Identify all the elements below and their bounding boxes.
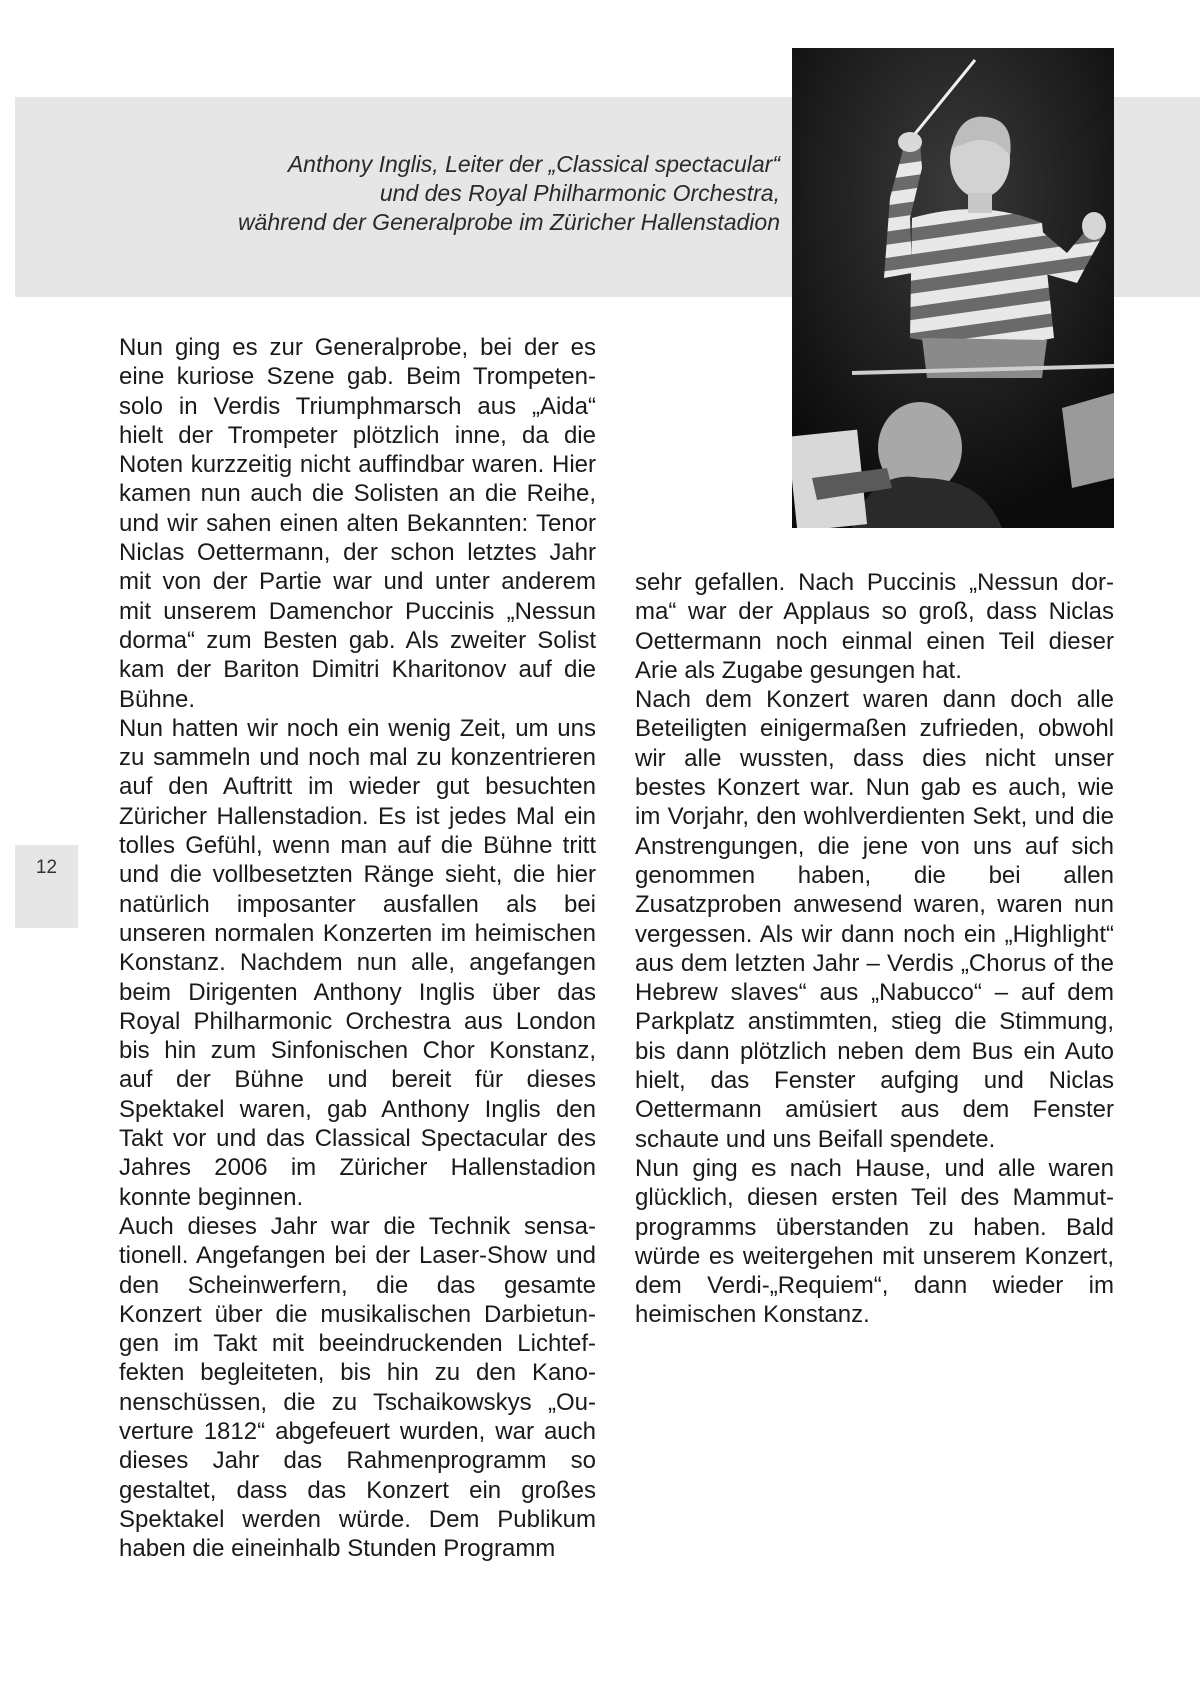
photo-caption — [120, 150, 780, 237]
page-number: 12 — [35, 857, 58, 878]
paragraph: Nun ging es zur Generalprobe, bei der es eine kuriose Szene gab. Beim Trompetensolo in Verdis Triumphmarsch aus „Aida“ hielt der Trompeter plötzlich inne, da die Noten kurzzeitig nicht auffindbar waren. Hier kamen nun auch die Solisten an die Reihe, und wir sahen einen alten Bekannten: Tenor Niclas Oettermann, der schon letztes Jahr mit von der Partie war und unter anderem mit unserem Damenchor Puccinis „Nessun dorma“ zum Besten gab. Als zweiter Solist kam der Bariton Dimitri Kharitonov auf die Bühne. — [119, 334, 596, 713]
paragraph: Nach dem Konzert waren dann doch alle Beteiligten einigermaßen zufrieden, obwohl wir alle wussten, dass dies nicht unser bestes Konzert war. Nun gab es auch, wie im Vorjahr, den wohlverdienten Sekt, und die Anstrengungen, die jene von uns auf sich genommen haben, die bei allen Zusatzproben anwesend waren, waren nun vergessen. Als wir dann noch ein „Highlight“ aus dem letzten Jahr – Verdis „Chorus of the Hebrew slaves“ aus „Nabucco“ – auf dem Parkplatz anstimmten, stieg die Stimmung, bis dann plötzlich neben dem Bus ein Auto hielt, das Fenster aufging und Niclas Oettermann amüsiert aus dem Fenster schaute und uns Beifall spendete. — [635, 686, 1114, 1153]
article-column-right — [635, 568, 1114, 1330]
article-column-left — [119, 333, 596, 1563]
conductor-photo — [792, 48, 1114, 528]
paragraph: Nun hatten wir noch ein wenig Zeit, um uns zu sammeln und noch mal zu konzentrieren auf den Auftritt im wieder gut besuchten Züricher Hallenstadion. Es ist jedes Mal ein tolles Gefühl, wenn man auf die Bühne tritt und die vollbesetzten Ränge sieht, die hier natürlich imposanter ausfallen als bei unseren normalen Konzerten im heimischen Konstanz. Nachdem nun alle, angefangen beim Dirigenten Anthony Inglis über das Royal Philharmonic Orchestra aus London bis hin zum Sinfonischen Chor Konstanz, auf der Bühne und bereit für dieses Spektakel waren, gab Anthony Inglis den Takt vor und das Classical Spectacular des Jahres 2006 im Züricher Hallenstadion konnte beginnen. — [119, 714, 596, 1211]
caption-line-2: und des Royal Philharmonic Orchestra, — [379, 180, 780, 206]
conductor-photo-icon — [792, 48, 1114, 528]
paragraph: Nun ging es nach Hause, und alle waren glücklich, diesen ersten Teil des Mammutprogramms überstanden zu haben. Bald würde es weitergehen mit unserem Konzert, dem Verdi-„Requiem“, dann wieder im heimischen Konstanz. — [635, 1154, 1114, 1329]
caption-line-3: während der Generalprobe im Züricher Hallenstadion — [237, 209, 780, 235]
caption-line-1: Anthony Inglis, Leiter der „Classical spectacular“ — [287, 151, 780, 177]
paragraph: sehr gefallen. Nach Puccinis „Nessun dorma“ war der Applaus so groß, dass Niclas Oettermann noch einmal einen Teil dieser Arie als Zugabe gesungen hat. — [635, 569, 1114, 684]
paragraph: Auch dieses Jahr war die Technik sensationell. Angefangen bei der Laser-Show und den Scheinwerfern, die das gesamte Konzert über die musikalischen Darbietungen im Takt mit beeindruckenden Lichteffekten begleiteten, bis hin zu den Kanonenschüssen, die zu Tschaikowskys „Ouverture 1812“ abgefeuert wurden, war auch dieses Jahr das Rahmenprogramm so gestaltet, dass das Konzert ein großes Spektakel werden würde. Dem Publikum haben die eineinhalb Stunden Programm — [119, 1212, 596, 1563]
